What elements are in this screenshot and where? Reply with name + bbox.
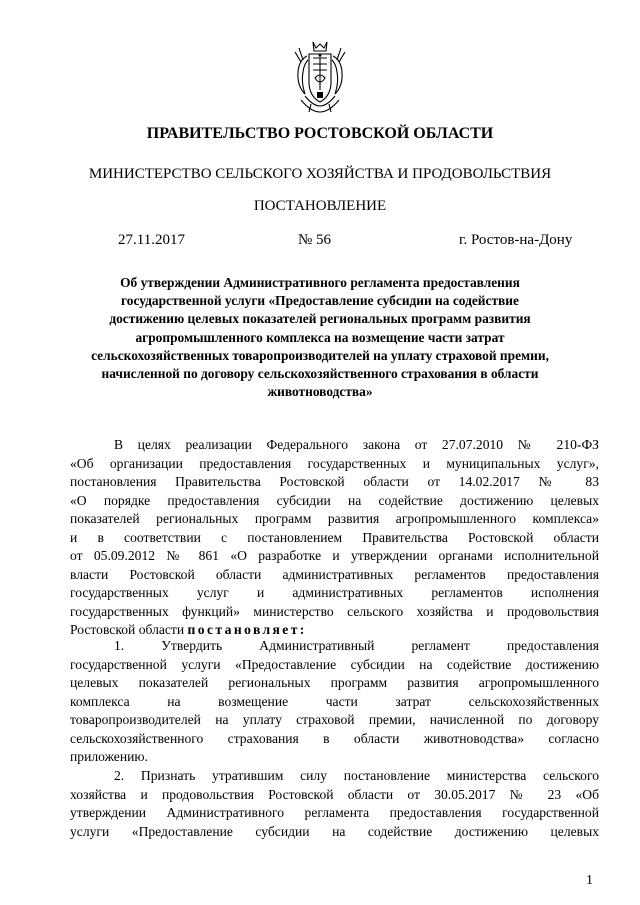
body-line: 1. Утвердить Административный регламент предоставления [114,638,599,653]
body-line: товаропроизводителей на уплату страховой премии, начисленной по договору [70,712,599,727]
body-line: приложению. [70,749,148,764]
page-number: 1 [586,873,593,888]
body-line: сельскохозяйственного страхования в области животноводства» согласно [70,730,599,746]
body-line: комплекса на возмещение части затрат сельскохозяйственных [70,693,599,709]
title-line: достижению целевых показателей региональных программ развития [109,311,531,327]
body-line: целевых показателей региональных программ развития агропромышленного [70,675,599,690]
body-line: хозяйства и продовольствия Ростовской области от 30.05.2017 № 23 «Об [70,786,599,802]
title-line: начисленной по договору сельскохозяйственного страхования в области [101,366,539,382]
body-line: 2. Признать утратившим силу постановление министерства сельского [114,768,599,783]
decree-number: № 56 [298,232,332,248]
decree-title [88,274,552,401]
title-line: агропромышленного комплекса на возмещение части затрат [135,329,505,345]
title-line: животноводства» [267,384,373,400]
resolution-word: постановляет: [187,622,307,637]
title-line: государственной услуги «Предоставление субсидии на содействие [121,293,519,309]
body-line: В целях реализации Федерального закона от 27.07.2010 № 210-ФЗ [114,437,599,452]
body-line: «О порядке предоставления субсидии на содействие достижению целевых [70,492,599,508]
coat-of-arms-icon [291,38,349,116]
body-line: услуги «Предоставление субсидии на содействие достижению целевых [70,823,599,839]
body-line: государственной услуги «Предоставление субсидии на содействие достижению [70,656,599,672]
preamble-paragraph [70,436,599,640]
body-line: «Об организации предоставления государственных и муниципальных услуг», [70,455,599,471]
decree-city: г. Ростов-на-Дону [459,232,573,248]
body-line: и в соответствии с постановлением Правительства Ростовской области [70,529,599,545]
item-1-paragraph [70,637,599,767]
body-line: показателей региональных программ развития агропромышленного комплекса» [70,511,599,526]
title-line: Об утверждении Административного регламента предоставления [120,275,520,290]
decree-date: 27.11.2017 [118,232,185,248]
government-name: ПРАВИТЕЛЬСТВО РОСТОВСКОЙ ОБЛАСТИ [146,125,494,142]
body-line: государственных функций» министерство сельского хозяйства и продовольствия [70,603,599,619]
body-line: государственных услуг и административных регламентов исполнения [70,585,599,600]
body-line: постановления Правительства Ростовской области от 14.02.2017 № 83 [70,474,599,489]
body-text: Ростовской области [70,622,188,637]
title-line: сельскохозяйственных товаропроизводителей на уплату страховой премии, [91,347,549,363]
body-line: власти Ростовской области административных регламентов предоставления [70,566,599,582]
body-line: утверждении Административного регламента предоставления государственной [70,805,599,820]
item-2-paragraph [70,767,599,841]
body-line: от 05.09.2012 № 861 «О разработке и утверждении органами исполнительной [70,548,599,563]
decree-type: ПОСТАНОВЛЕНИЕ [253,198,387,214]
ministry-name: МИНИСТЕРСТВО СЕЛЬСКОГО ХОЗЯЙСТВА И ПРОДОВОЛЬСТВИЯ [88,166,552,182]
